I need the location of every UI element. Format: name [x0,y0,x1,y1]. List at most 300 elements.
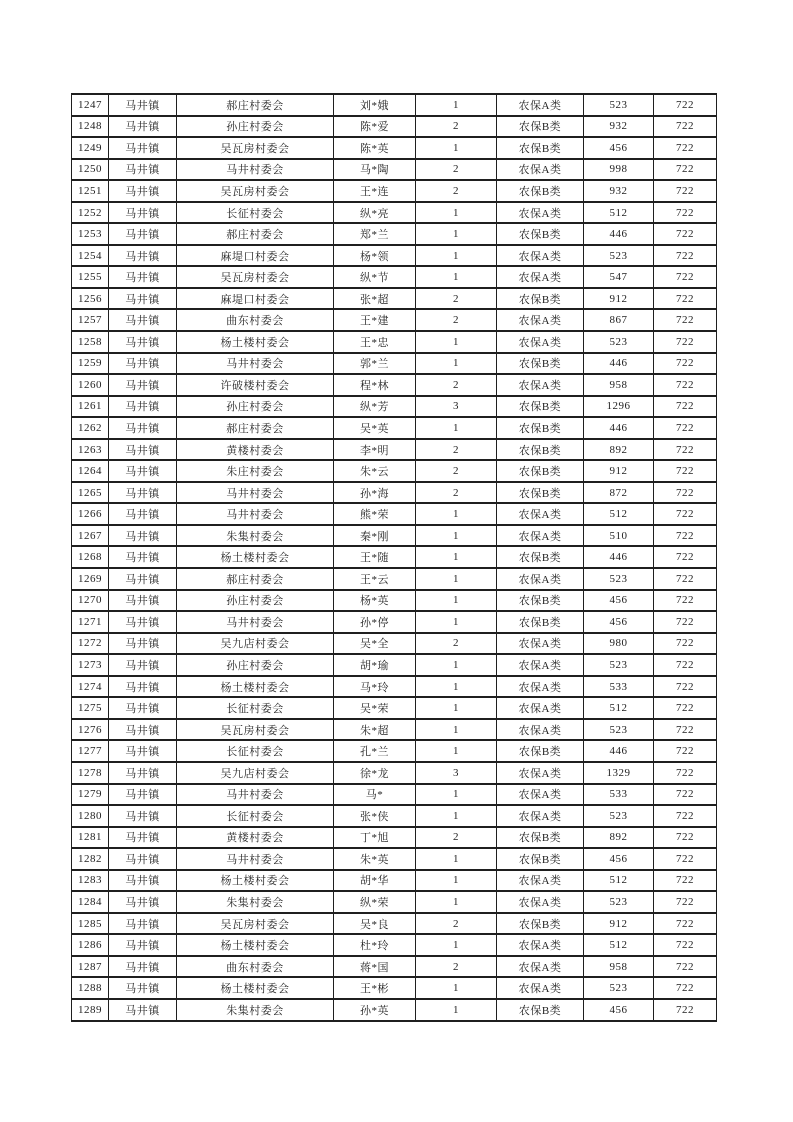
seq-cell: 1265 [72,482,109,504]
name-cell: 杨*领 [334,245,416,267]
table-row [72,439,717,461]
amount-cell: 446 [584,740,654,762]
amount-cell: 512 [584,503,654,525]
town-cell: 马井镇 [109,977,177,999]
count-cell: 2 [416,180,497,202]
village-cell: 郝庄村委会 [177,417,334,439]
name-cell: 丁*旭 [334,827,416,849]
village-cell: 郝庄村委会 [177,94,334,116]
name-cell: 刘*娥 [334,94,416,116]
seq-cell: 1277 [72,740,109,762]
name-cell: 纵*芳 [334,396,416,418]
table-row [72,159,717,181]
village-cell: 马井村委会 [177,482,334,504]
seq-cell: 1257 [72,309,109,331]
town-cell: 马井镇 [109,202,177,224]
town-cell: 马井镇 [109,353,177,375]
seq-cell: 1270 [72,590,109,612]
category-cell: 农保A类 [497,503,584,525]
amount-cell: 533 [584,784,654,806]
category-cell: 农保A类 [497,784,584,806]
category-cell: 农保A类 [497,956,584,978]
table-row [72,956,717,978]
count-cell: 1 [416,590,497,612]
standard-cell: 722 [654,784,717,806]
seq-cell: 1285 [72,913,109,935]
town-cell: 马井镇 [109,805,177,827]
village-cell: 许破楼村委会 [177,374,334,396]
town-cell: 马井镇 [109,309,177,331]
count-cell: 2 [416,956,497,978]
seq-cell: 1280 [72,805,109,827]
name-cell: 张*超 [334,288,416,310]
name-cell: 杜*玲 [334,934,416,956]
village-cell: 朱集村委会 [177,891,334,913]
town-cell: 马井镇 [109,719,177,741]
seq-cell: 1262 [72,417,109,439]
standard-cell: 722 [654,956,717,978]
category-cell: 农保B类 [497,740,584,762]
table-row [72,223,717,245]
standard-cell: 722 [654,331,717,353]
name-cell: 蒋*国 [334,956,416,978]
village-cell: 吴瓦房村委会 [177,719,334,741]
standard-cell: 722 [654,353,717,375]
town-cell: 马井镇 [109,676,177,698]
amount-cell: 523 [584,654,654,676]
table-row [72,654,717,676]
town-cell: 马井镇 [109,762,177,784]
village-cell: 郝庄村委会 [177,223,334,245]
town-cell: 马井镇 [109,654,177,676]
category-cell: 农保A类 [497,633,584,655]
town-cell: 马井镇 [109,525,177,547]
name-cell: 孔*兰 [334,740,416,762]
name-cell: 孙*停 [334,611,416,633]
name-cell: 纵*节 [334,266,416,288]
count-cell: 2 [416,913,497,935]
standard-cell: 722 [654,870,717,892]
table-row [72,676,717,698]
category-cell: 农保B类 [497,439,584,461]
amount-cell: 512 [584,697,654,719]
seq-cell: 1287 [72,956,109,978]
name-cell: 孙*海 [334,482,416,504]
count-cell: 1 [416,503,497,525]
category-cell: 农保A类 [497,719,584,741]
name-cell: 胡*华 [334,870,416,892]
town-cell: 马井镇 [109,956,177,978]
table-row [72,546,717,568]
category-cell: 农保A类 [497,245,584,267]
count-cell: 1 [416,719,497,741]
village-cell: 孙庄村委会 [177,590,334,612]
count-cell: 1 [416,805,497,827]
town-cell: 马井镇 [109,827,177,849]
town-cell: 马井镇 [109,784,177,806]
category-cell: 农保A类 [497,94,584,116]
category-cell: 农保A类 [497,762,584,784]
count-cell: 1 [416,331,497,353]
amount-cell: 533 [584,676,654,698]
count-cell: 2 [416,633,497,655]
name-cell: 孙*英 [334,999,416,1021]
village-cell: 麻堤口村委会 [177,245,334,267]
standard-cell: 722 [654,611,717,633]
name-cell: 马* [334,784,416,806]
amount-cell: 912 [584,913,654,935]
amount-cell: 932 [584,116,654,138]
village-cell: 长征村委会 [177,202,334,224]
standard-cell: 722 [654,977,717,999]
category-cell: 农保B类 [497,460,584,482]
town-cell: 马井镇 [109,417,177,439]
name-cell: 吴*荣 [334,697,416,719]
count-cell: 2 [416,827,497,849]
standard-cell: 722 [654,309,717,331]
category-cell: 农保A类 [497,331,584,353]
seq-cell: 1269 [72,568,109,590]
amount-cell: 446 [584,546,654,568]
category-cell: 农保B类 [497,288,584,310]
amount-cell: 958 [584,374,654,396]
village-cell: 马井村委会 [177,503,334,525]
category-cell: 农保A类 [497,374,584,396]
table-row [72,245,717,267]
count-cell: 1 [416,353,497,375]
village-cell: 杨土楼村委会 [177,331,334,353]
town-cell: 马井镇 [109,740,177,762]
standard-cell: 722 [654,740,717,762]
seq-cell: 1279 [72,784,109,806]
standard-cell: 722 [654,654,717,676]
category-cell: 农保B类 [497,417,584,439]
seq-cell: 1258 [72,331,109,353]
standard-cell: 722 [654,223,717,245]
name-cell: 王*忠 [334,331,416,353]
village-cell: 吴瓦房村委会 [177,180,334,202]
table-row [72,934,717,956]
category-cell: 农保A类 [497,891,584,913]
category-cell: 农保A类 [497,654,584,676]
seq-cell: 1259 [72,353,109,375]
town-cell: 马井镇 [109,396,177,418]
village-cell: 杨土楼村委会 [177,676,334,698]
amount-cell: 998 [584,159,654,181]
standard-cell: 722 [654,180,717,202]
seq-cell: 1278 [72,762,109,784]
name-cell: 朱*英 [334,848,416,870]
village-cell: 马井村委会 [177,353,334,375]
name-cell: 李*明 [334,439,416,461]
seq-cell: 1248 [72,116,109,138]
amount-cell: 912 [584,288,654,310]
amount-cell: 512 [584,202,654,224]
amount-cell: 867 [584,309,654,331]
category-cell: 农保B类 [497,546,584,568]
standard-cell: 722 [654,999,717,1021]
table-row [72,762,717,784]
category-cell: 农保A类 [497,934,584,956]
table-row [72,977,717,999]
seq-cell: 1250 [72,159,109,181]
standard-cell: 722 [654,827,717,849]
town-cell: 马井镇 [109,374,177,396]
standard-cell: 722 [654,676,717,698]
table-row [72,266,717,288]
count-cell: 1 [416,525,497,547]
category-cell: 农保A类 [497,870,584,892]
table-row [72,590,717,612]
table-row [72,827,717,849]
seq-cell: 1268 [72,546,109,568]
seq-cell: 1282 [72,848,109,870]
amount-cell: 523 [584,891,654,913]
seq-cell: 1253 [72,223,109,245]
town-cell: 马井镇 [109,848,177,870]
seq-cell: 1276 [72,719,109,741]
amount-cell: 456 [584,848,654,870]
table-row [72,503,717,525]
standard-cell: 722 [654,525,717,547]
standard-cell: 722 [654,159,717,181]
amount-cell: 523 [584,805,654,827]
table-row [72,719,717,741]
seq-cell: 1263 [72,439,109,461]
town-cell: 马井镇 [109,460,177,482]
name-cell: 王*彬 [334,977,416,999]
table-row [72,309,717,331]
count-cell: 1 [416,266,497,288]
village-cell: 马井村委会 [177,784,334,806]
standard-cell: 722 [654,137,717,159]
town-cell: 马井镇 [109,870,177,892]
category-cell: 农保A类 [497,202,584,224]
village-cell: 曲东村委会 [177,956,334,978]
seq-cell: 1267 [72,525,109,547]
standard-cell: 722 [654,934,717,956]
table-row [72,525,717,547]
amount-cell: 932 [584,180,654,202]
seq-cell: 1261 [72,396,109,418]
town-cell: 马井镇 [109,503,177,525]
seq-cell: 1286 [72,934,109,956]
town-cell: 马井镇 [109,180,177,202]
name-cell: 陈*爱 [334,116,416,138]
village-cell: 杨土楼村委会 [177,546,334,568]
count-cell: 2 [416,374,497,396]
table-row [72,697,717,719]
count-cell: 2 [416,288,497,310]
amount-cell: 1296 [584,396,654,418]
table-row [72,784,717,806]
table-row [72,848,717,870]
category-cell: 农保B类 [497,827,584,849]
seq-cell: 1284 [72,891,109,913]
standard-cell: 722 [654,396,717,418]
village-cell: 郝庄村委会 [177,568,334,590]
category-cell: 农保A类 [497,568,584,590]
name-cell: 秦*刚 [334,525,416,547]
seq-cell: 1266 [72,503,109,525]
count-cell: 2 [416,439,497,461]
standard-cell: 722 [654,913,717,935]
town-cell: 马井镇 [109,94,177,116]
seq-cell: 1288 [72,977,109,999]
category-cell: 农保A类 [497,266,584,288]
count-cell: 1 [416,697,497,719]
table-row [72,805,717,827]
count-cell: 1 [416,977,497,999]
count-cell: 1 [416,223,497,245]
standard-cell: 722 [654,762,717,784]
table-row [72,460,717,482]
village-cell: 吴九店村委会 [177,762,334,784]
town-cell: 马井镇 [109,633,177,655]
town-cell: 马井镇 [109,891,177,913]
seq-cell: 1247 [72,94,109,116]
village-cell: 朱集村委会 [177,999,334,1021]
town-cell: 马井镇 [109,568,177,590]
name-cell: 杨*英 [334,590,416,612]
seq-cell: 1274 [72,676,109,698]
village-cell: 孙庄村委会 [177,116,334,138]
standard-cell: 722 [654,439,717,461]
village-cell: 吴九店村委会 [177,633,334,655]
village-cell: 朱庄村委会 [177,460,334,482]
name-cell: 程*林 [334,374,416,396]
category-cell: 农保B类 [497,590,584,612]
town-cell: 马井镇 [109,590,177,612]
category-cell: 农保A类 [497,697,584,719]
amount-cell: 523 [584,245,654,267]
village-cell: 杨土楼村委会 [177,977,334,999]
town-cell: 马井镇 [109,999,177,1021]
town-cell: 马井镇 [109,116,177,138]
table-row [72,116,717,138]
amount-cell: 912 [584,460,654,482]
town-cell: 马井镇 [109,439,177,461]
town-cell: 马井镇 [109,266,177,288]
village-cell: 黄楼村委会 [177,439,334,461]
name-cell: 纵*亮 [334,202,416,224]
name-cell: 陈*英 [334,137,416,159]
table-row [72,180,717,202]
village-cell: 杨土楼村委会 [177,870,334,892]
town-cell: 马井镇 [109,137,177,159]
table-row [72,870,717,892]
amount-cell: 510 [584,525,654,547]
town-cell: 马井镇 [109,331,177,353]
count-cell: 2 [416,159,497,181]
count-cell: 2 [416,116,497,138]
count-cell: 1 [416,417,497,439]
seq-cell: 1256 [72,288,109,310]
village-cell: 朱集村委会 [177,525,334,547]
amount-cell: 523 [584,568,654,590]
standard-cell: 722 [654,503,717,525]
seq-cell: 1264 [72,460,109,482]
town-cell: 马井镇 [109,934,177,956]
standard-cell: 722 [654,417,717,439]
name-cell: 王*随 [334,546,416,568]
table-row [72,331,717,353]
amount-cell: 892 [584,827,654,849]
category-cell: 农保B类 [497,353,584,375]
count-cell: 3 [416,762,497,784]
town-cell: 马井镇 [109,482,177,504]
standard-cell: 722 [654,891,717,913]
count-cell: 1 [416,654,497,676]
category-cell: 农保B类 [497,116,584,138]
amount-cell: 456 [584,999,654,1021]
table-row [72,891,717,913]
name-cell: 郑*兰 [334,223,416,245]
table-row [72,94,717,116]
category-cell: 农保A类 [497,159,584,181]
count-cell: 1 [416,611,497,633]
village-cell: 吴瓦房村委会 [177,137,334,159]
village-cell: 麻堤口村委会 [177,288,334,310]
table-row [72,611,717,633]
amount-cell: 958 [584,956,654,978]
category-cell: 农保A类 [497,977,584,999]
seq-cell: 1271 [72,611,109,633]
count-cell: 1 [416,245,497,267]
category-cell: 农保B类 [497,396,584,418]
amount-cell: 892 [584,439,654,461]
town-cell: 马井镇 [109,288,177,310]
table-row [72,288,717,310]
table-row [72,740,717,762]
count-cell: 2 [416,460,497,482]
seq-cell: 1289 [72,999,109,1021]
amount-cell: 1329 [584,762,654,784]
table-row [72,633,717,655]
amount-cell: 523 [584,94,654,116]
category-cell: 农保B类 [497,913,584,935]
category-cell: 农保A类 [497,805,584,827]
standard-cell: 722 [654,848,717,870]
category-cell: 农保A类 [497,525,584,547]
name-cell: 吴*英 [334,417,416,439]
seq-cell: 1273 [72,654,109,676]
category-cell: 农保B类 [497,848,584,870]
count-cell: 1 [416,870,497,892]
count-cell: 1 [416,676,497,698]
village-cell: 马井村委会 [177,159,334,181]
village-cell: 马井村委会 [177,611,334,633]
count-cell: 1 [416,848,497,870]
village-cell: 杨土楼村委会 [177,934,334,956]
village-cell: 吴瓦房村委会 [177,266,334,288]
count-cell: 1 [416,546,497,568]
name-cell: 郭*兰 [334,353,416,375]
standard-cell: 722 [654,482,717,504]
category-cell: 农保A类 [497,676,584,698]
standard-cell: 722 [654,374,717,396]
amount-cell: 980 [584,633,654,655]
table-row [72,913,717,935]
village-cell: 马井村委会 [177,848,334,870]
standard-cell: 722 [654,719,717,741]
amount-cell: 523 [584,331,654,353]
name-cell: 王*建 [334,309,416,331]
category-cell: 农保B类 [497,611,584,633]
name-cell: 王*云 [334,568,416,590]
count-cell: 1 [416,999,497,1021]
standard-cell: 722 [654,568,717,590]
